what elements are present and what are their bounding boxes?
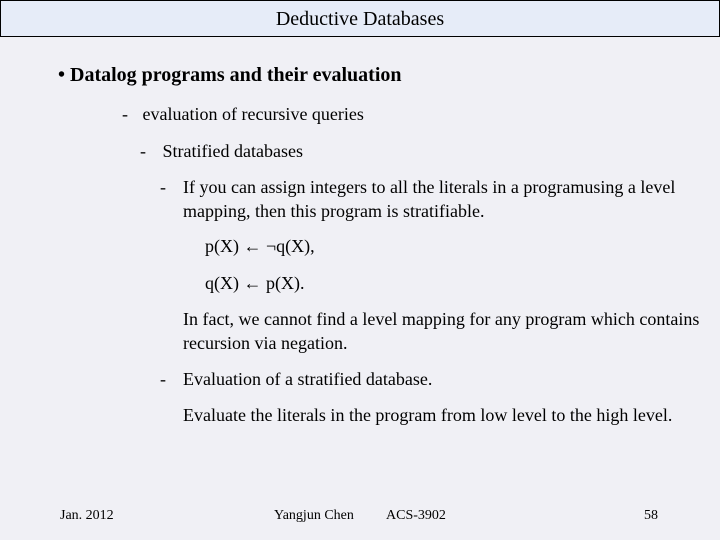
- footer-author: Yangjun Chen: [274, 508, 354, 523]
- bullet-level3b-dash: -: [160, 369, 166, 389]
- dash-marker: -: [140, 141, 146, 161]
- rule-line-2: q(X) ← p(X).: [205, 273, 305, 293]
- footer-page-number: 58: [644, 508, 658, 523]
- bullet-level1-text: evaluation of recursive queries: [142, 104, 364, 124]
- footer-course: ACS-3902: [386, 508, 446, 523]
- bullet-level3b-text: Evaluation of a stratified database.: [183, 369, 433, 389]
- slide-title: Deductive Databases: [0, 0, 720, 37]
- bullet-level2: [140, 141, 303, 162]
- rule-line-1: p(X) ← ¬q(X),: [205, 236, 315, 256]
- bullet-level2-text: Stratified databases: [162, 141, 303, 161]
- bullet-level3-dash: -: [160, 177, 166, 197]
- footer-date: Jan. 2012: [60, 508, 114, 523]
- note-recursion-negation: In fact, we cannot find a level mapping for any program which contains recursion via negation.: [183, 309, 700, 353]
- bullet-level1: [122, 104, 364, 125]
- bullet-level3-text-stratifiable: If you can assign integers to all the literals in a programusing a level mapping, then this program is stratifiable.: [183, 177, 676, 221]
- dash-marker: -: [122, 104, 128, 124]
- note-evaluate-literals: Evaluate the literals in the program from low level to the high level.: [183, 405, 673, 425]
- slide-heading: • Datalog programs and their evaluation: [58, 64, 402, 86]
